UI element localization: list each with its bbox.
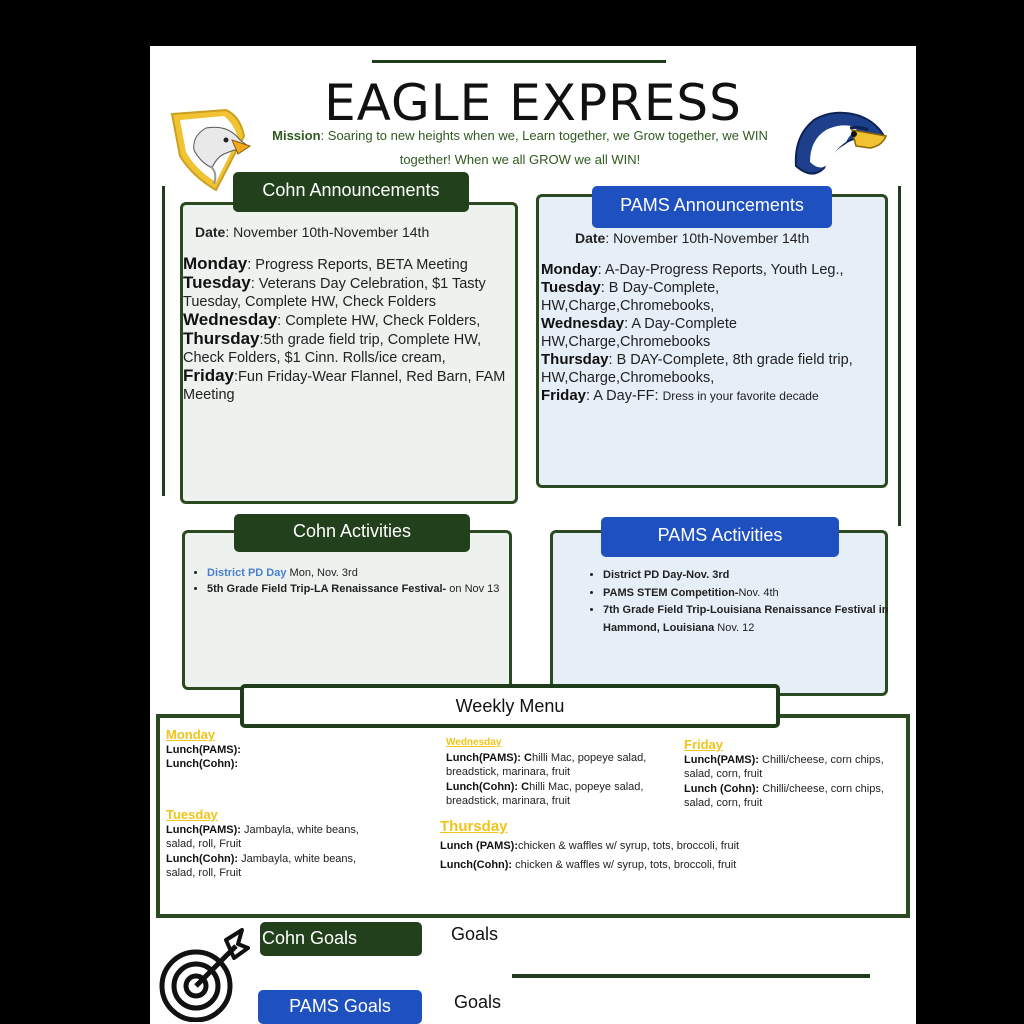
day-label: Monday bbox=[541, 261, 598, 278]
menu-day-label: Monday bbox=[166, 727, 216, 742]
day-text: : B DAY-Complete, 8th grade field trip, HW,Charge,Chromebooks, bbox=[541, 352, 853, 386]
lunch-text: Chilli/cheese, corn chips, salad, corn, fruit bbox=[684, 753, 884, 780]
lunch-label: Lunch(PAMS): bbox=[166, 743, 241, 756]
day-text: :5th grade field trip, Complete HW, Check Folders, $1 Cinn. Rolls/ice cream, bbox=[183, 332, 482, 366]
cohn-announcements-panel bbox=[180, 202, 518, 504]
cohn-announcement-list bbox=[183, 255, 513, 404]
pams-activities-heading: PAMS Activities bbox=[601, 517, 839, 557]
top-rule bbox=[372, 60, 666, 63]
day-label: Tuesday bbox=[183, 273, 251, 292]
day-label: Thursday bbox=[183, 329, 260, 348]
pams-announcements-heading: PAMS Announcements bbox=[592, 186, 832, 228]
cohn-monday bbox=[183, 255, 513, 274]
newsletter-title: EAGLE EXPRESS bbox=[324, 74, 742, 132]
cohn-date bbox=[195, 223, 429, 241]
day-text: : Complete HW, Check Folders, bbox=[277, 313, 481, 329]
menu-day-label: Tuesday bbox=[166, 807, 218, 822]
goals-rule bbox=[512, 974, 870, 978]
day-label: Wednesday bbox=[541, 315, 625, 332]
mission-text: : Soaring to new heights when we, Learn together, we Grow together, we WIN together! When we all GROW we all WIN! bbox=[320, 128, 768, 167]
weekly-menu-heading: Weekly Menu bbox=[240, 684, 780, 728]
pams-date-label: Date bbox=[575, 230, 606, 246]
day-text: :Fun Friday-Wear Flannel, Red Barn, FAM Meeting bbox=[183, 369, 506, 403]
day-label: Monday bbox=[183, 254, 248, 273]
cohn-activities-list bbox=[195, 565, 513, 597]
pams-thursday bbox=[541, 351, 887, 387]
activity-detail: on Nov 13 bbox=[446, 583, 500, 595]
list-item bbox=[603, 585, 913, 603]
list-item bbox=[207, 565, 513, 581]
cohn-tuesday bbox=[183, 274, 513, 311]
lunch-label: Lunch(Cohn): bbox=[440, 859, 513, 871]
cohn-goals-heading: Cohn Goals bbox=[260, 922, 422, 956]
lunch-label: Lunch(Cohn): bbox=[166, 852, 239, 865]
right-vertical-rule bbox=[898, 186, 901, 526]
day-label: Friday bbox=[183, 366, 235, 385]
list-item bbox=[603, 602, 913, 637]
mission-statement bbox=[270, 124, 770, 172]
mission-label: Mission bbox=[272, 128, 321, 143]
newsletter-page bbox=[150, 46, 916, 1024]
activity-title: 7th Grade Field Trip-Louisiana Renaissance Festival in Hammond, Louisiana bbox=[603, 604, 889, 634]
activity-title: District PD Day-Nov. 3rd bbox=[603, 569, 730, 581]
list-item bbox=[207, 581, 513, 597]
activity-detail: Nov. 12 bbox=[714, 621, 755, 634]
cohn-date-label: Date bbox=[195, 224, 226, 240]
lunch-text: chicken & waffles w/ syrup, tots, broccoli, fruit bbox=[512, 859, 737, 871]
menu-thursday bbox=[440, 820, 820, 873]
left-vertical-rule bbox=[162, 186, 165, 496]
pams-date-value: : November 10th-November 14th bbox=[605, 230, 810, 246]
menu-day-label: Wednesday bbox=[446, 737, 502, 748]
pams-announcements-panel bbox=[536, 194, 888, 488]
lunch-text: chicken & waffles w/ syrup, tots, broccoli, fruit bbox=[518, 839, 740, 852]
day-label: Tuesday bbox=[541, 279, 601, 296]
cohn-wednesday bbox=[183, 311, 513, 330]
day-text: : Progress Reports, BETA Meeting bbox=[247, 257, 468, 273]
list-item bbox=[603, 567, 913, 585]
day-text: : Veterans Day Celebration, $1 Tasty Tuesday, Complete HW, Check Folders bbox=[183, 276, 486, 310]
day-text: : A Day-Complete HW,Charge,Chromebooks bbox=[541, 316, 737, 350]
pams-announcement-list bbox=[541, 261, 887, 405]
day-text: : A-Day-Progress Reports, Youth Leg., bbox=[597, 262, 844, 278]
lunch-text: Jambayla, white beans, salad, roll, Fruit bbox=[166, 823, 359, 850]
lunch-label: Lunch (PAMS): bbox=[440, 839, 519, 852]
activity-detail: Nov. 4th bbox=[738, 586, 779, 599]
pams-monday bbox=[541, 261, 887, 279]
lunch-text: Chilli/cheese, corn chips, salad, corn, fruit bbox=[684, 782, 884, 809]
lunch-label: Lunch(PAMS): bbox=[684, 753, 759, 766]
menu-tuesday bbox=[166, 808, 382, 881]
activity-detail: Mon, Nov. 3rd bbox=[286, 567, 358, 579]
cohn-activities-heading: Cohn Activities bbox=[234, 514, 470, 552]
menu-monday bbox=[166, 728, 426, 772]
activity-title: 5th Grade Field Trip-LA Renaissance Festival- bbox=[207, 583, 447, 595]
pams-activities-list bbox=[553, 567, 913, 637]
lunch-label: Lunch(Cohn): bbox=[166, 758, 239, 770]
lunch-label: Lunch(Cohn): C bbox=[446, 780, 530, 793]
cohn-thursday bbox=[183, 330, 513, 367]
pams-goals-text: Goals bbox=[454, 992, 502, 1012]
weekly-menu-panel bbox=[156, 714, 910, 918]
cohn-goals-text: Goals bbox=[451, 924, 499, 944]
menu-day-label: Thursday bbox=[440, 818, 508, 835]
eagle-mascot-logo-icon bbox=[790, 106, 890, 188]
lunch-text: hilli Mac, popeye salad, breadstick, marinara, fruit bbox=[446, 751, 647, 778]
day-label: Friday bbox=[541, 387, 587, 404]
menu-friday bbox=[684, 738, 908, 811]
pams-goals-heading: PAMS Goals bbox=[258, 990, 422, 1024]
menu-wednesday bbox=[446, 736, 678, 809]
menu-day-label: Friday bbox=[684, 737, 724, 752]
pams-friday bbox=[541, 387, 887, 405]
target-arrow-icon bbox=[156, 926, 252, 1022]
pams-wednesday bbox=[541, 315, 887, 351]
cohn-date-value: : November 10th-November 14th bbox=[225, 224, 430, 240]
day-text-small: Dress in your favorite decade bbox=[662, 389, 819, 403]
cohn-activities-panel bbox=[182, 530, 512, 690]
lunch-text: Jambayla, white beans, salad, roll, Fruit bbox=[166, 852, 357, 879]
pams-tuesday bbox=[541, 279, 887, 315]
lunch-label: Lunch(PAMS): bbox=[166, 823, 241, 836]
lunch-label: Lunch(PAMS): C bbox=[446, 751, 532, 764]
day-text: : A Day-FF: bbox=[586, 388, 663, 404]
activity-title: District PD Day bbox=[207, 567, 287, 579]
lunch-text: hilli Mac, popeye salad, breadstick, marinara, fruit bbox=[446, 780, 644, 807]
lunch-label: Lunch (Cohn): bbox=[684, 782, 760, 795]
day-label: Thursday bbox=[541, 351, 609, 368]
cohn-friday bbox=[183, 367, 513, 404]
day-label: Wednesday bbox=[183, 310, 278, 329]
activity-title: PAMS STEM Competition- bbox=[603, 586, 739, 599]
cohn-announcements-heading: Cohn Announcements bbox=[233, 172, 469, 212]
day-text: : B Day-Complete, HW,Charge,Chromebooks, bbox=[541, 280, 720, 314]
pams-date bbox=[575, 229, 809, 247]
